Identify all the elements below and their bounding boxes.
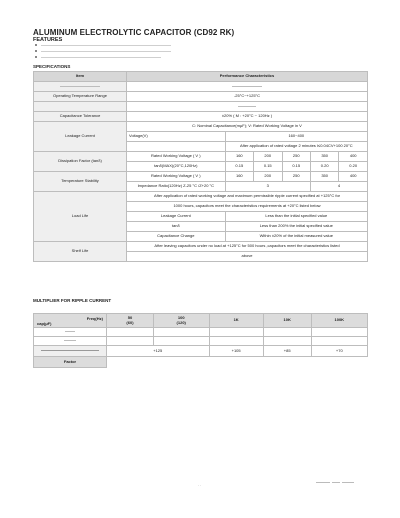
op-temp-label: Operating Temperature Range (34, 92, 127, 102)
specifications-table (33, 71, 368, 262)
features-heading: FEATURES (33, 37, 63, 43)
ll-capchange-name: Capacitance Change (127, 232, 226, 242)
ll-capchange-value: Within ±20% of the initial measured value (225, 232, 367, 242)
freq-col-100k: 100K (311, 314, 367, 328)
ts-voltage-200: 200 (254, 172, 282, 182)
ll-leakage-value: Less than the initial specified value (225, 212, 367, 222)
temp-105: +105 (209, 346, 263, 357)
item-header: Item (34, 72, 127, 82)
df-rwv-label: Rated Working Voltage ( V ) (127, 152, 226, 162)
ripple-table (33, 313, 368, 368)
freq-label: Freq(Hz) (86, 315, 103, 321)
ll-desc-row-1 (34, 192, 368, 202)
leakage-voltage-label: Voltage(V) (127, 132, 226, 142)
sl-label: Shelf Life (34, 242, 127, 262)
ll-leakage-name: Leakage Current (127, 212, 226, 222)
temp-70: +70 (311, 346, 367, 357)
df-voltage-250: 250 (282, 152, 310, 162)
page-number-mark: - - (198, 483, 201, 487)
ll-tan-name: tanδ (127, 222, 226, 232)
df-value-250: 0.15 (282, 162, 310, 172)
ts-voltage-400: 400 (339, 172, 368, 182)
specifications-heading: SPECIFICATIONS (33, 64, 71, 69)
factor-label: Factor (34, 357, 107, 368)
freq-col-10k: 10K (263, 314, 311, 328)
leakage-label: Leakage Current (34, 122, 127, 152)
df-voltage-row (34, 152, 368, 162)
spec-row-operating-temp (34, 92, 368, 102)
temp-85: +85 (263, 346, 311, 357)
ripple-row-1 (34, 328, 368, 337)
op-temp-value: -25°C~+125°C (127, 92, 368, 102)
cap-tol-label: Capacitance Tolerance (34, 112, 127, 122)
df-voltage-160: 160 (225, 152, 253, 162)
spec-row-blank-2 (34, 102, 368, 112)
cap-tol-value: ±20% ( M : +20°C ~ 120Hz ) (127, 112, 368, 122)
sl-desc-1: After leaving capacitors under no load at +125°C for 500 hours ,capacitors meet the characteristics listed (127, 242, 368, 252)
ll-desc-2: 1000 hours, capacitors meet the characteristics requirements at +20°C listed below (127, 202, 368, 212)
sl-desc-2: above (127, 252, 368, 262)
ll-desc-1: After application of rated working voltage and maximum permissible ripple current specified at +125°C for (127, 192, 368, 202)
ripple-factor-row (34, 357, 368, 368)
df-voltage-350: 350 (310, 152, 338, 162)
leakage-formula-row (34, 122, 368, 132)
ts-voltage-160: 160 (225, 172, 253, 182)
feature-bullet-1 (35, 44, 171, 47)
df-value-200: 0.15 (254, 162, 282, 172)
leakage-voltage-value: 160~400 (225, 132, 367, 142)
footer-note (316, 474, 356, 476)
df-value-350: 0.20 (310, 162, 338, 172)
document-title: ALUMINUM ELECTROLYTIC CAPACITOR (CD92 RK) (33, 28, 235, 37)
freq-col-1k: 1K (209, 314, 263, 328)
performance-header: Performance Characteristics (127, 72, 368, 82)
df-value-160: 0.15 (225, 162, 253, 172)
freq-col-100: 100 (120) (153, 314, 209, 328)
ll-tan-value: Less than 200% the initial specified value (225, 222, 367, 232)
ts-rwv-label: Rated Working Voltage ( V ) (127, 172, 226, 182)
df-voltage-400: 400 (339, 152, 368, 162)
ripple-heading: MULTIPLIER FOR RIPPLE CURRENT (33, 298, 112, 303)
ripple-row-2 (34, 337, 368, 346)
df-label: Dissipation Factor (tanδ) (34, 152, 127, 172)
df-tan-label: tanδ(MAX)(20°C,120Hz) (127, 162, 226, 172)
ts-value-high: 4 (310, 182, 367, 192)
ts-voltage-350: 350 (310, 172, 338, 182)
df-voltage-200: 200 (254, 152, 282, 162)
ts-voltage-row (34, 172, 368, 182)
ripple-temp-row (34, 346, 368, 357)
ts-voltage-250: 250 (282, 172, 310, 182)
leakage-note: After application of rated voltage 2 minutes I≤0.04CV+100 20°C (225, 142, 367, 152)
sl-desc-row-1 (34, 242, 368, 252)
ts-value-low: 3 (225, 182, 310, 192)
freq-col-50: 50 (60) (107, 314, 154, 328)
temp-label-cell (34, 346, 107, 357)
feature-bullet-3 (35, 56, 161, 59)
feature-bullet-2 (35, 50, 171, 53)
ts-imp-label: Impedance Ratio(120Hz) Z-25 °C /Z+20 °C (127, 182, 226, 192)
spec-row-blank (34, 82, 368, 92)
leakage-formula: C: Nominal Capacitance(mμF); V: Rated Working Voltage in V (127, 122, 368, 132)
ll-label: Load Life (34, 192, 127, 242)
ripple-corner-cell (34, 314, 107, 328)
spec-row-capacitance-tolerance (34, 112, 368, 122)
cap-label: cap(μF) (37, 320, 52, 326)
temp-125: +125 (107, 346, 210, 357)
ts-label: Temperature Stability (34, 172, 127, 192)
df-value-400: 0.20 (339, 162, 368, 172)
ripple-header-row (34, 314, 368, 328)
spec-header-row (34, 72, 368, 82)
